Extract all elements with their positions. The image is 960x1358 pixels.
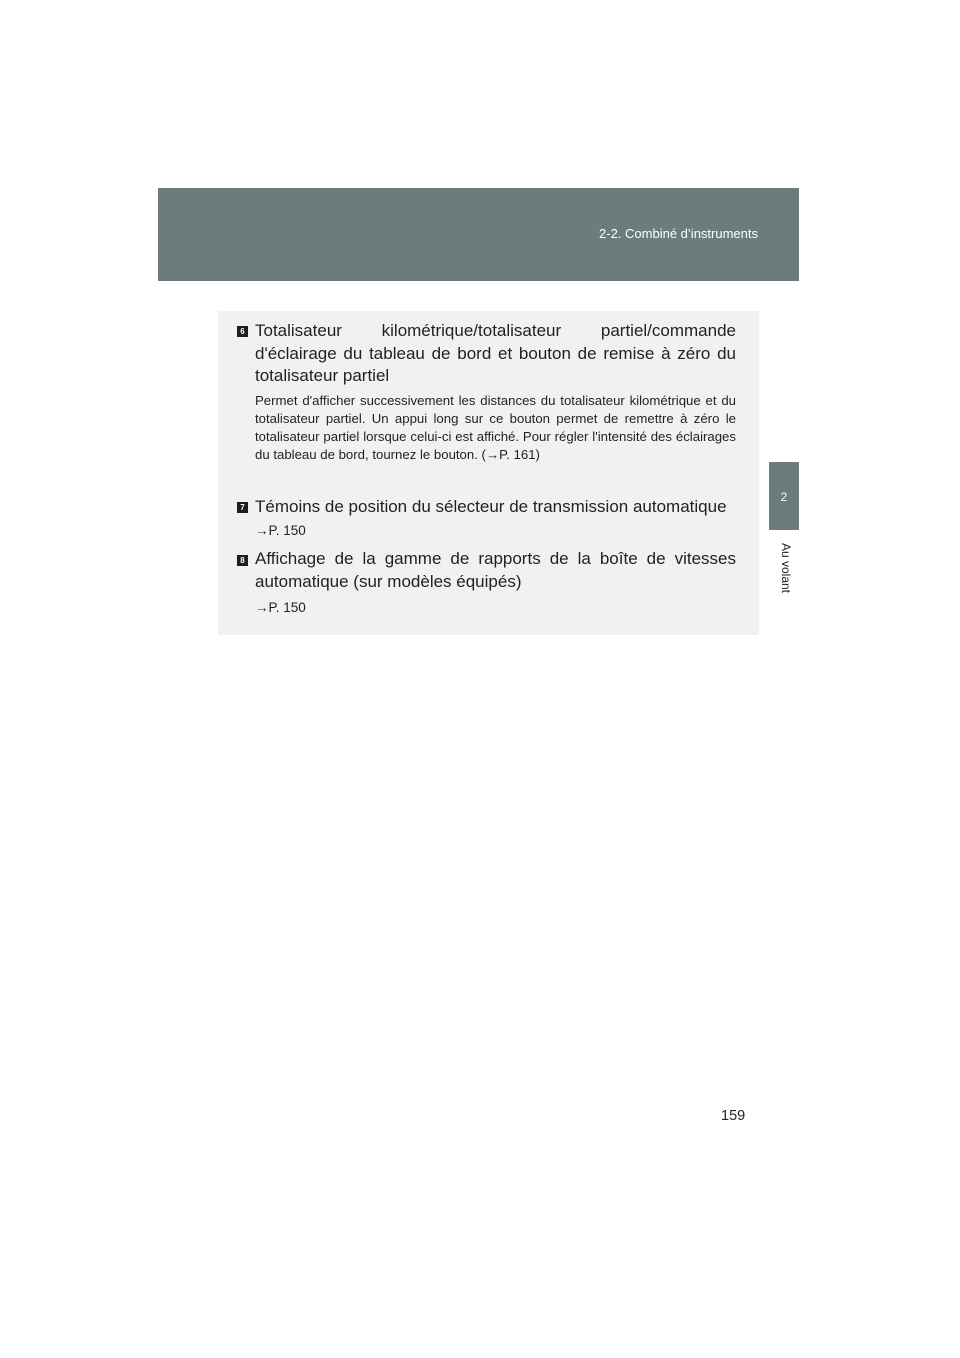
item-page-reference: →P. 150 xyxy=(255,600,306,615)
item-title: Témoins de position du sélecteur de transmission automatique xyxy=(255,497,727,516)
item-title: Totalisateur kilométrique/totalisateur partiel/commande d'éclairage du tableau de bord et bouton de remise à zéro du totalisateur partiel xyxy=(255,321,736,385)
content-box xyxy=(218,311,759,635)
chapter-tab xyxy=(769,462,799,530)
item-page-reference: →P. 150 xyxy=(255,523,306,538)
item-title: Affichage de la gamme de rapports de la boîte de vitesses automatique (sur modèles équipés) xyxy=(255,549,736,591)
chapter-number: 2 xyxy=(780,490,788,504)
item-description: Permet d'afficher successivement les distances du totalisateur kilométrique et du totalisateur partiel. Un appui long sur ce bouton permet de remettre à zéro le totalisateur partiel lorsque celui-ci est affiché. Pour régler l'intensité des éclairages du tableau de bord, tournez le bouton. (→P. 161) xyxy=(255,393,736,462)
item-marker: 8 xyxy=(237,555,248,566)
page-number: 159 xyxy=(721,1108,746,1124)
chapter-label: Au volant xyxy=(779,542,793,594)
item-marker: 6 xyxy=(237,326,248,337)
item-marker: 7 xyxy=(237,502,248,513)
section-title: 2-2. Combiné d’instruments xyxy=(599,226,758,241)
section-header-bar xyxy=(158,188,799,281)
